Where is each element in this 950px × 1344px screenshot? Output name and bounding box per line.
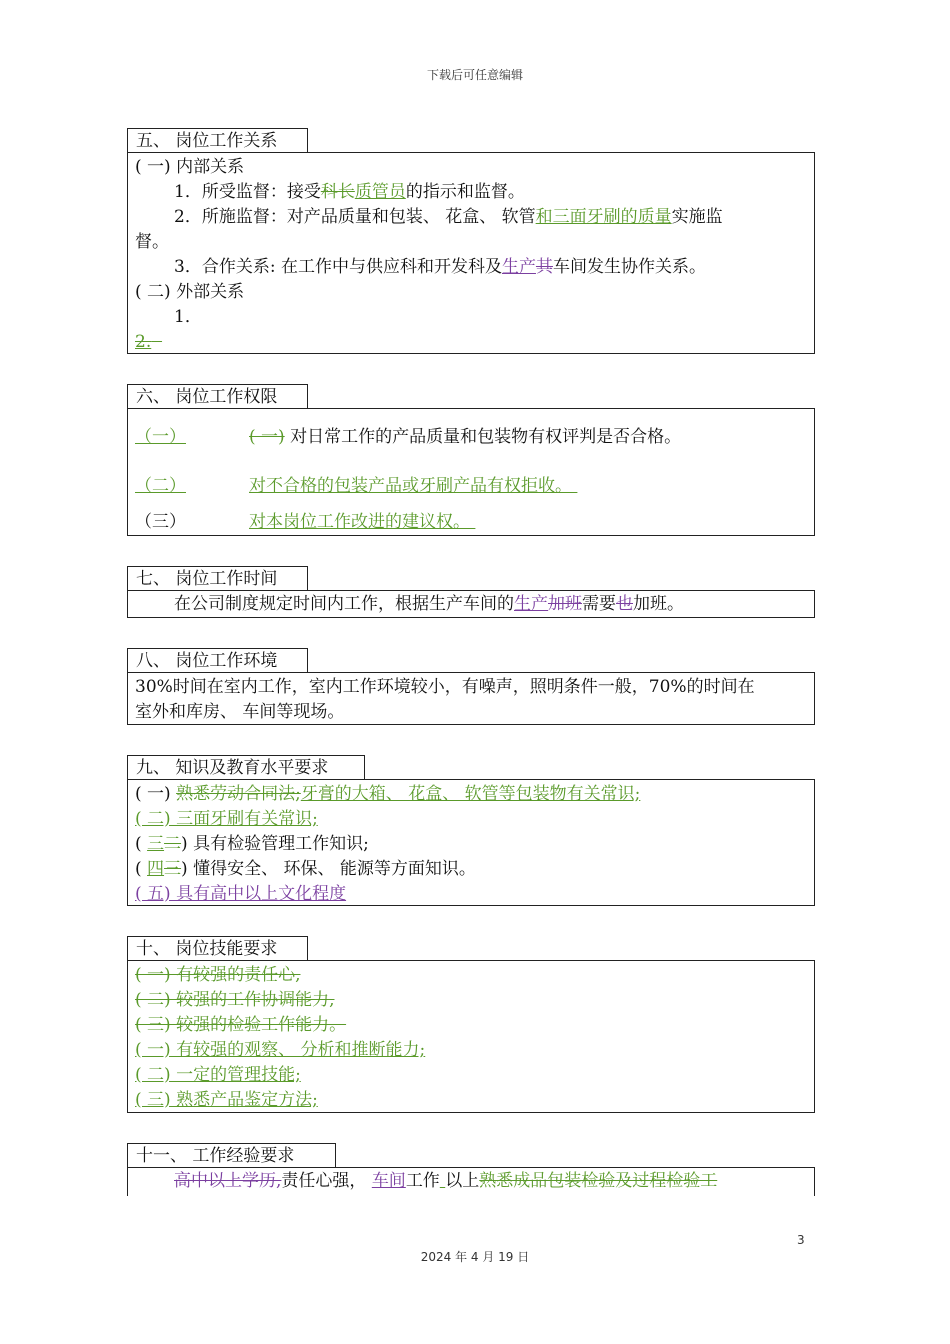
- skill-item-2: ( 二) 一定的管理技能;: [135, 1065, 301, 1085]
- page-header: 下载后可任意编辑: [426, 68, 523, 82]
- skill-deleted-3: ( 三) 较强的检验工作能力。: [135, 1015, 347, 1035]
- section-box-work-time: [127, 590, 815, 618]
- work-time-text: 在公司制度规定时间内工作，根据生产车间的生产加班需要也加班。: [174, 594, 684, 614]
- section-box-authority: [127, 408, 815, 536]
- knowledge-item-1: ( 一) 熟悉劳动合同法;牙膏的大箱、 花盒、 软管等包装物有关常识;: [135, 784, 641, 804]
- knowledge-item-4: ( 四三) 懂得安全、 环保、 能源等方面知识。: [135, 859, 476, 879]
- footer-date: 2024 年 4 月 19 日: [420, 1250, 530, 1264]
- supervised-by-line: 1．所受监督：接受科长质管员的指示和监督。: [174, 182, 525, 202]
- experience-text: 高中以上学历,责任心强， 车间工作 以上熟悉成品包装检验及过程检验工: [174, 1171, 718, 1191]
- external-item-2-deleted: 2.: [135, 332, 152, 352]
- environment-line-1: 30%时间在室内工作，室内工作环境较小，有噪声，照明条件一般，70%的时间在: [135, 677, 755, 697]
- section-box-experience: [127, 1167, 815, 1196]
- section-box-knowledge: [127, 779, 815, 906]
- page-number: 3: [797, 1233, 805, 1247]
- section-title-work-environment: 八、 岗位工作环境: [127, 648, 308, 673]
- section-title-knowledge: 九、 知识及教育水平要求: [127, 755, 365, 780]
- skill-deleted-2: ( 二) 较强的工作协调能力,: [135, 990, 335, 1010]
- section-box-skills: [127, 960, 815, 1113]
- authority-item-3: （三） 对本岗位工作改进的建议权。: [135, 512, 470, 532]
- section-title-authority: 六、 岗位工作权限: [127, 384, 308, 409]
- section-box-work-environment: [127, 672, 815, 725]
- knowledge-item-3: ( 三二) 具有检验管理工作知识;: [135, 834, 369, 854]
- section-box-work-relations: [127, 152, 815, 354]
- cooperation-line: 3．合作关系: 在工作中与供应科和开发科及生产其车间发生协作关系。: [174, 257, 706, 277]
- section-title-experience: 十一、 工作经验要求: [127, 1143, 336, 1168]
- environment-line-2: 室外和库房、 车间等现场。: [135, 702, 345, 722]
- external-relations-heading: ( 二) 外部关系: [135, 282, 245, 302]
- section-title-skills: 十、 岗位技能要求: [127, 936, 308, 961]
- skill-item-1: ( 一) 有较强的观察、 分析和推断能力;: [135, 1040, 426, 1060]
- knowledge-item-5: ( 五) 具有高中以上文化程度: [135, 884, 347, 904]
- supervises-line-cont: 督。: [135, 232, 169, 252]
- supervises-line: 2．所施监督：对产品质量和包装、 花盒、 软管和三面牙刷的质量实施监: [174, 207, 723, 227]
- authority-item-1: （一） ( 一) 对日常工作的产品质量和包装物有权评判是否合格。: [135, 427, 682, 447]
- authority-item-2: （二） 对不合格的包装产品或牙刷产品有权拒收。: [135, 476, 572, 496]
- external-item-1: 1．: [174, 307, 202, 327]
- section-title-work-relations: 五、 岗位工作关系: [127, 128, 308, 153]
- skill-deleted-1: ( 一) 有较强的责任心,: [135, 965, 301, 985]
- knowledge-item-2: ( 二) 三面牙刷有关常识;: [135, 809, 318, 829]
- skill-item-3: ( 三) 熟悉产品鉴定方法;: [135, 1090, 318, 1110]
- section-title-work-time: 七、 岗位工作时间: [127, 566, 308, 591]
- internal-relations-heading: ( 一) 内部关系: [135, 157, 245, 177]
